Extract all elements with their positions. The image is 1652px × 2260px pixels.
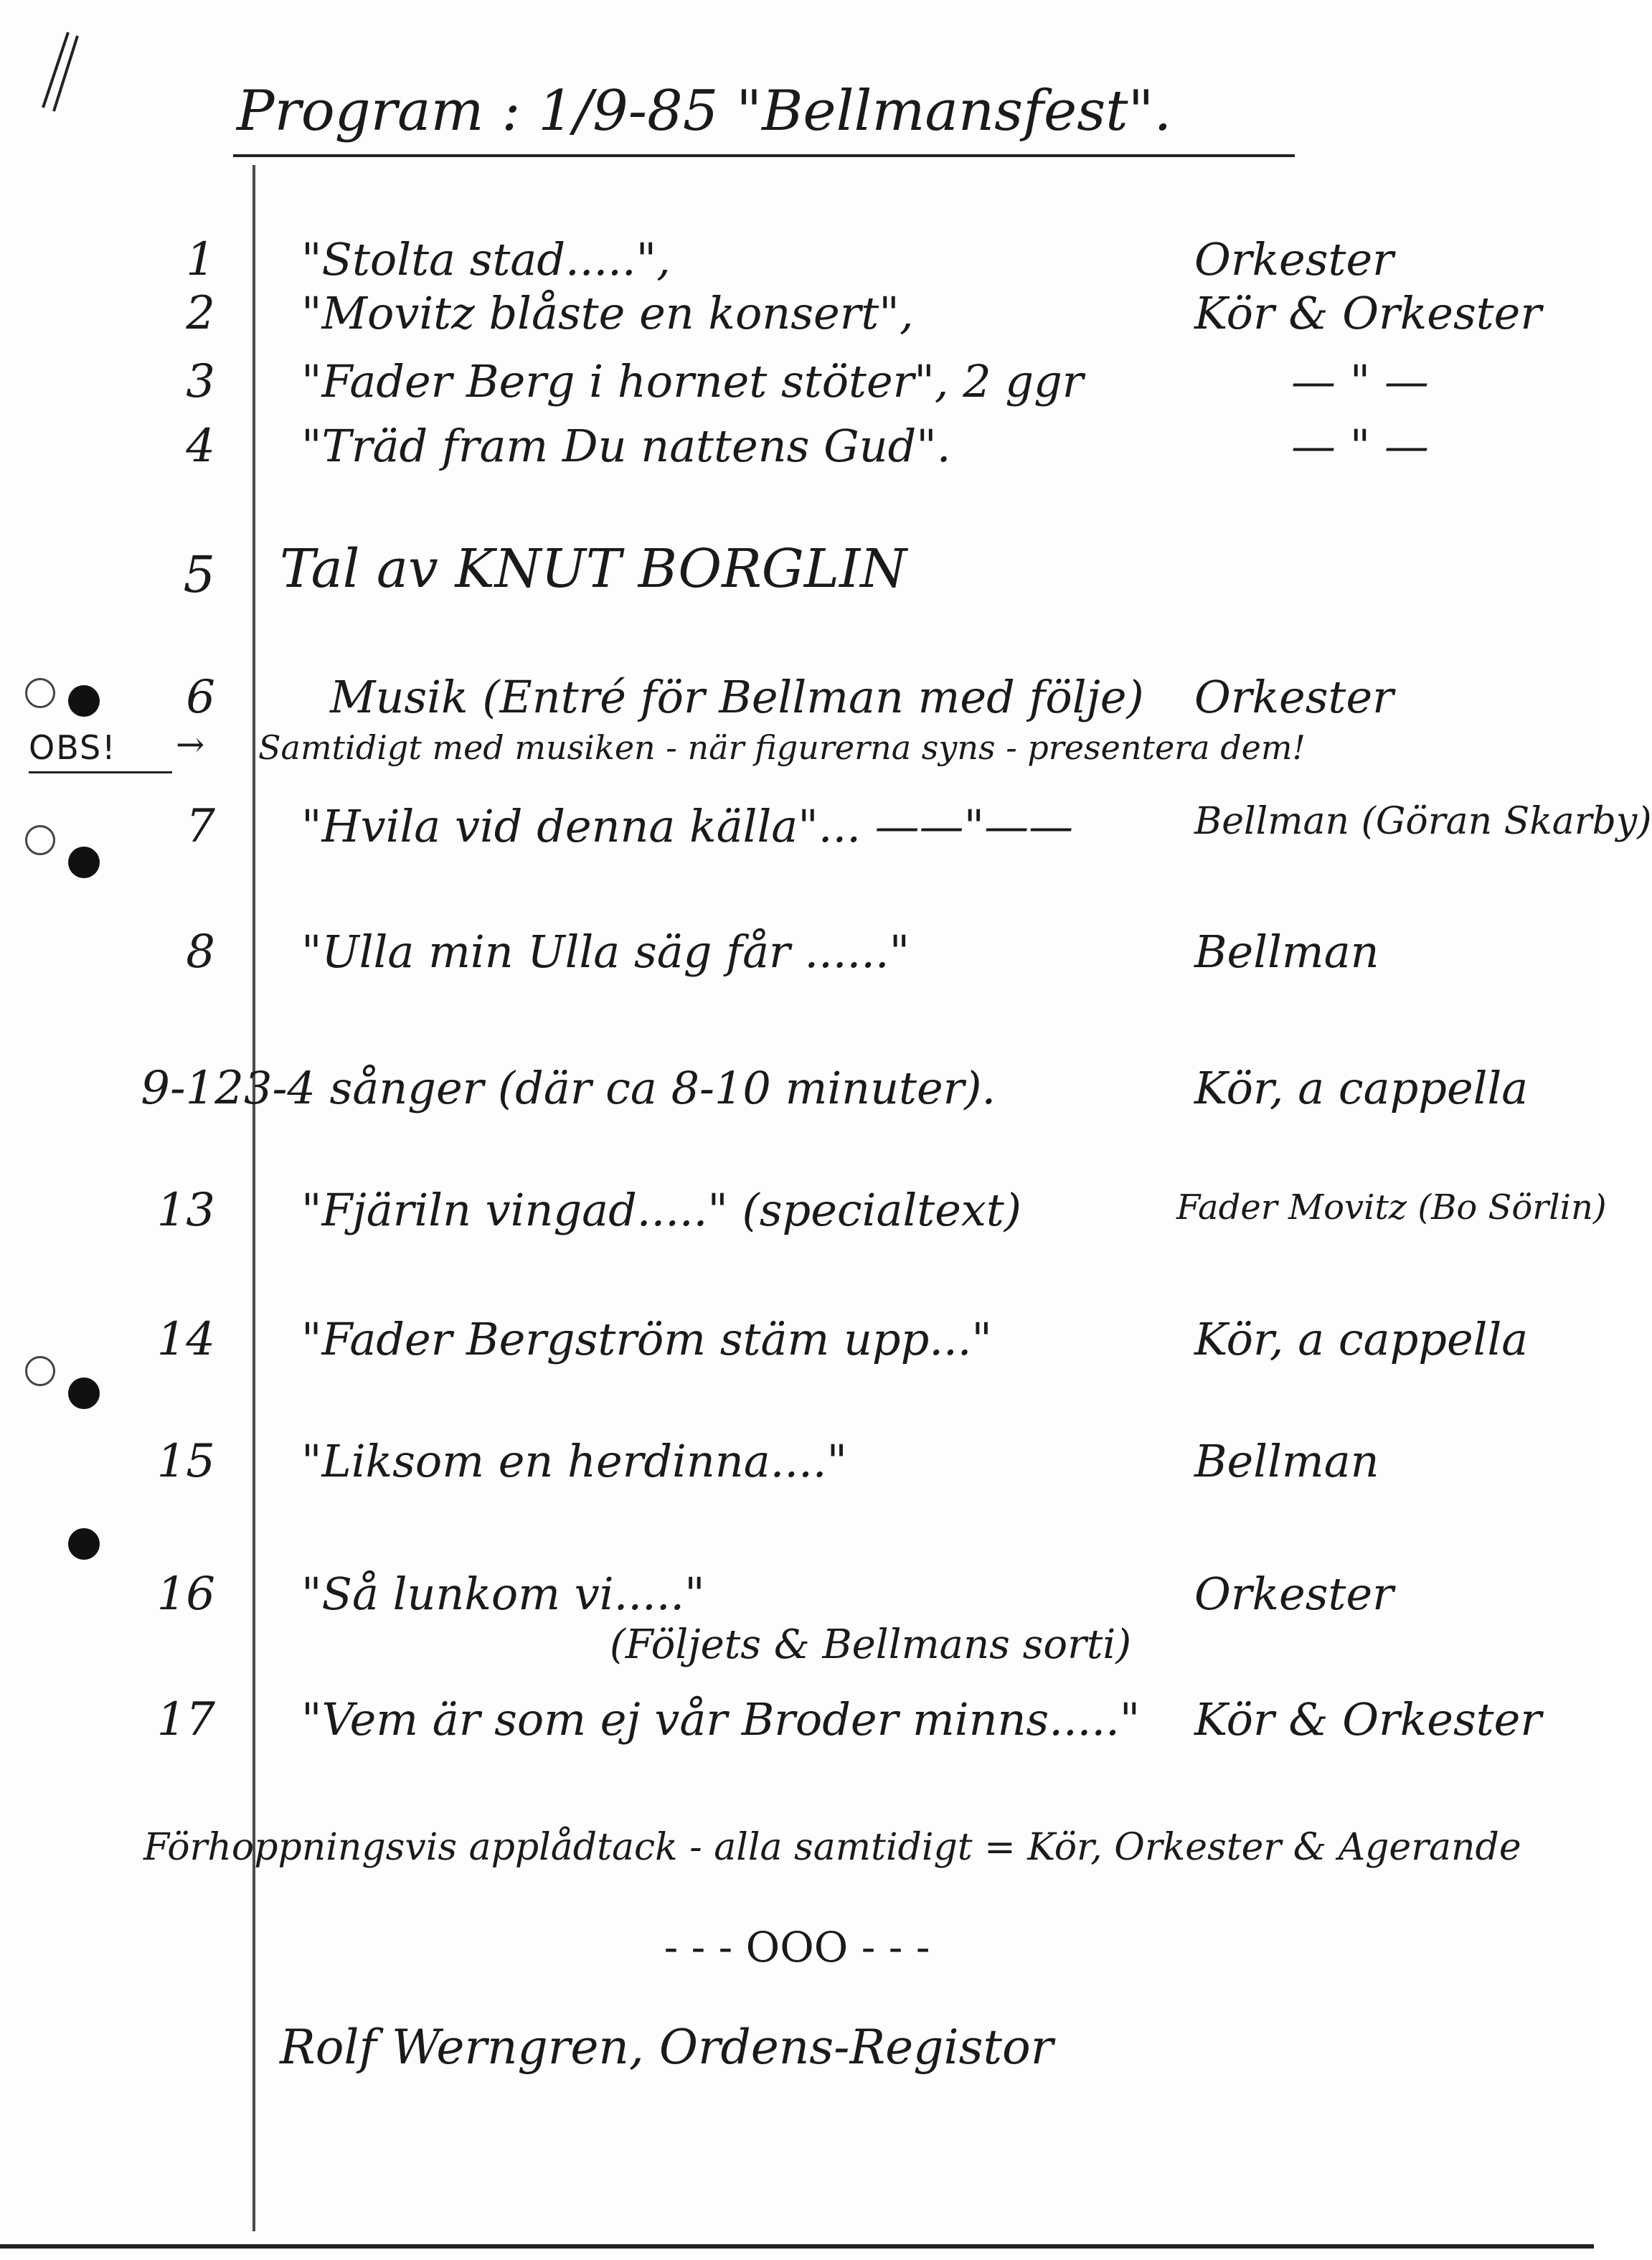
- signature: Rolf Werngren, Ordens-Registor: [280, 2020, 1054, 2075]
- obs-label: OBS!: [29, 728, 117, 767]
- item-performer: Bellman (Göran Skarby): [1194, 800, 1652, 843]
- item-title: "Vem är som ej vår Broder minns.....": [301, 1693, 1141, 1746]
- separator: - - - OOO - - -: [664, 1923, 930, 1972]
- binder-hole-ring: [25, 678, 55, 708]
- binder-hole: [68, 1378, 100, 1409]
- item-number: 7: [186, 800, 215, 853]
- page-title: Program : 1/9-85 "Bellmansfest".: [237, 79, 1172, 143]
- corner-slash-mark: [36, 29, 79, 115]
- item-performer: Fader Movitz (Bo Sörlin): [1176, 1187, 1607, 1228]
- item-title: 3-4 sånger (där ca 8-10 minuter).: [244, 1062, 996, 1114]
- binder-hole-ring: [25, 1356, 55, 1386]
- item-performer: Kör & Orkester: [1194, 287, 1542, 339]
- item-number: 8: [186, 926, 215, 979]
- bottom-edge-line: [0, 2244, 1594, 2249]
- item-number: 2: [186, 287, 215, 340]
- item-title: "Stolta stad.....",: [301, 233, 671, 286]
- obs-underline: [29, 771, 172, 773]
- item-performer: Orkester: [1194, 233, 1394, 286]
- item-performer: Orkester: [1194, 1568, 1394, 1620]
- item-number: 13: [156, 1184, 215, 1237]
- item-performer: Bellman: [1194, 926, 1379, 978]
- item-title: "Fader Berg i hornet stöter", 2 ggr: [301, 355, 1084, 408]
- item-title: "Movitz blåste en konsert",: [301, 287, 914, 339]
- item-title: Musik (Entré för Bellman med följe): [330, 671, 1144, 723]
- item-number: 9-12: [141, 1062, 244, 1115]
- item-number: 15: [156, 1435, 215, 1488]
- binder-hole-ring: [25, 825, 55, 855]
- item-performer: Orkester: [1194, 671, 1394, 723]
- item-number: 4: [186, 420, 215, 473]
- item-title: "Träd fram Du nattens Gud".: [301, 420, 951, 472]
- title-underline: [233, 154, 1295, 157]
- item-number: 5: [183, 545, 215, 604]
- item-number: 3: [186, 355, 215, 408]
- margin-line: [252, 165, 255, 2231]
- item-number: 14: [156, 1313, 215, 1366]
- item-number: 1: [186, 233, 215, 286]
- item-performer: — " —: [1291, 420, 1429, 472]
- item-subnote: (Följets & Bellmans sorti): [610, 1621, 1132, 1668]
- binder-hole: [68, 685, 100, 717]
- item-number: 16: [156, 1568, 215, 1621]
- item-performer: Kör, a cappella: [1194, 1062, 1529, 1114]
- binder-hole: [68, 1528, 100, 1560]
- item-performer: — " —: [1291, 355, 1429, 408]
- item-title: "Fjäriln vingad....." (specialtext): [301, 1184, 1021, 1236]
- item-title: "Liksom en herdinna....": [301, 1435, 848, 1487]
- item-number: 6: [186, 671, 215, 724]
- item-number: 17: [156, 1693, 215, 1746]
- obs-arrow: →: [176, 725, 205, 765]
- item-title: "Hvila vid denna källa"... ——"——: [301, 800, 1074, 852]
- closing-note: Förhoppningsvis applådtack - alla samtidigt = Kör, Orkester & Agerande: [143, 1826, 1521, 1869]
- item-title: "Fader Bergström stäm upp...": [301, 1313, 992, 1365]
- item-performer: Kör, a cappella: [1194, 1313, 1529, 1365]
- obs-note: Samtidigt med musiken - när figurerna syns - presentera dem!: [258, 728, 1306, 767]
- item-performer: Bellman: [1194, 1435, 1379, 1487]
- binder-hole: [68, 847, 100, 878]
- item-performer: Kör & Orkester: [1194, 1693, 1542, 1746]
- item-title: "Ulla min Ulla säg får ......": [301, 926, 910, 978]
- item-title: "Så lunkom vi.....": [301, 1568, 705, 1620]
- item-title: Tal av KNUT BORGLIN: [280, 538, 907, 600]
